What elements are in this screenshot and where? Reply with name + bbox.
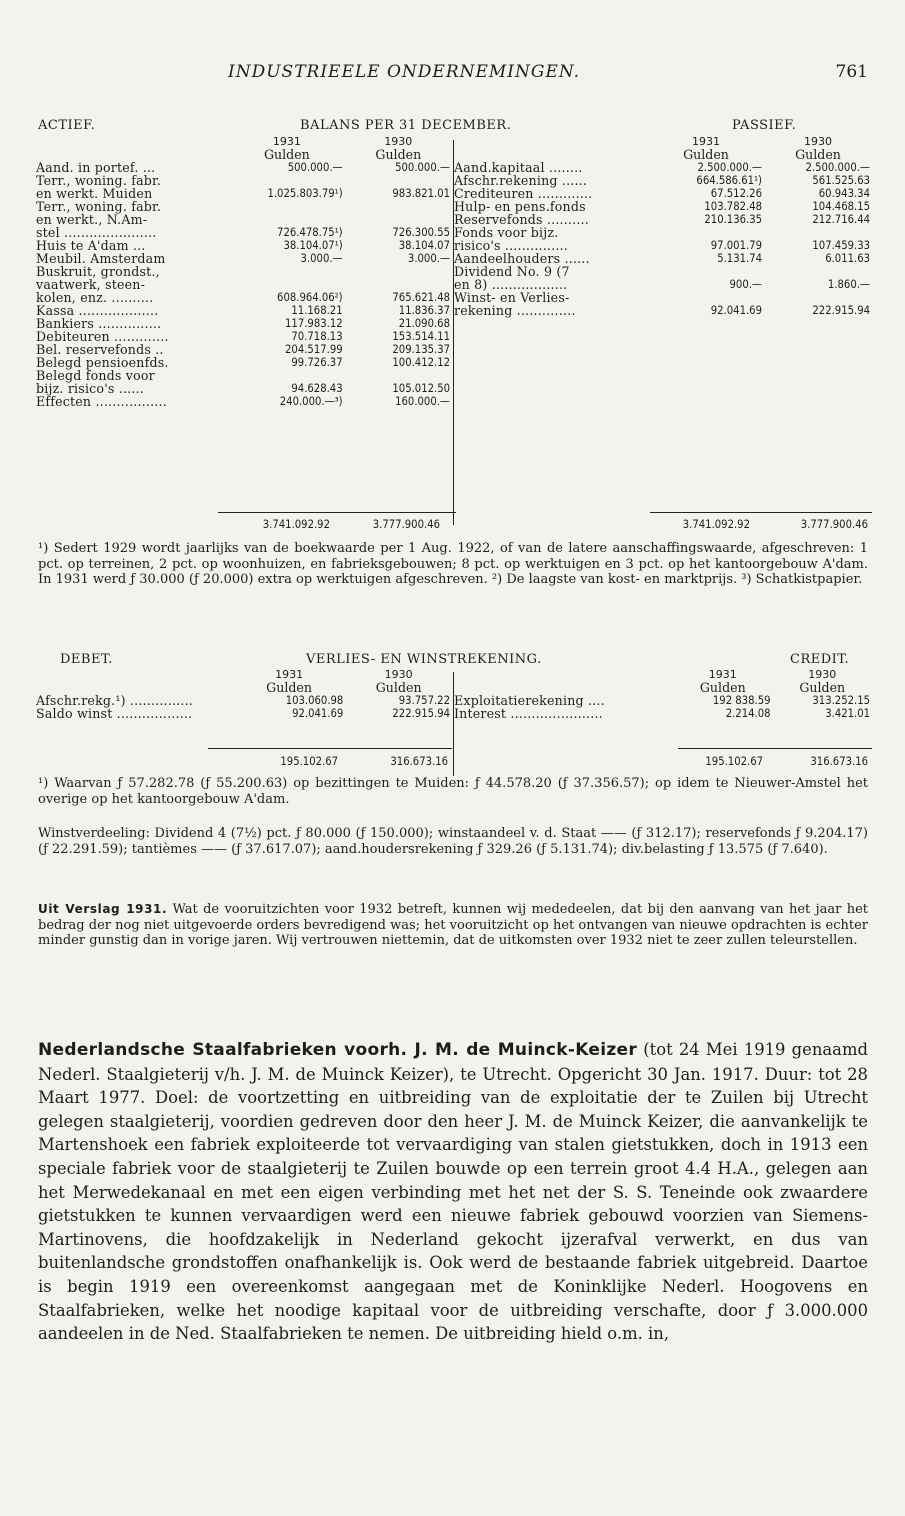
passief-row-label: Crediteuren .............	[454, 186, 593, 201]
debet-row-1931: 103.060.98	[285, 694, 344, 707]
actief-row-1930	[345, 200, 452, 213]
credit-year1: 1931	[708, 668, 737, 681]
actief-row-1930: 100.412.12	[392, 356, 450, 369]
actief-row-1930	[345, 213, 452, 226]
passief-row-label: Aandeelhouders ......	[454, 251, 590, 266]
debet-year1: 1931	[275, 668, 304, 681]
actief-row-label: Aand. in portef. ...	[36, 160, 156, 175]
credit-heading: CREDIT.	[790, 652, 850, 667]
pl-divider	[453, 672, 454, 776]
actief-row-1930: 983.821.01	[392, 187, 450, 200]
actief-row-1931: 11.168.21	[291, 304, 343, 317]
actief-row-1930	[345, 369, 452, 382]
actief-row-label: Terr., woning. fabr.	[36, 173, 162, 188]
actief-row-label: Belegd fonds voor	[36, 368, 155, 383]
passief-corner	[452, 135, 648, 148]
running-head	[38, 62, 868, 84]
passief-row-label: Dividend No. 9 (7	[454, 264, 570, 279]
actief-row-label: en werkt., N.Am-	[36, 212, 148, 227]
passief-row-1931	[648, 265, 764, 278]
passief-row-1930: 107.459.33	[812, 239, 870, 252]
actief-row-1931: 117.983.12	[285, 317, 343, 330]
actief-unit1: Gulden	[263, 147, 310, 162]
credit-row-label: Interest ......................	[454, 706, 603, 721]
credit-unit2: Gulden	[799, 680, 846, 695]
credit-row-label: Exploitatierekening ....	[454, 693, 605, 708]
debet-unit1: Gulden	[266, 680, 312, 695]
passief-row-1930: 222.915.94	[812, 304, 870, 317]
passief-row-1930	[764, 226, 872, 239]
verslag-paragraph	[38, 902, 868, 949]
passief-row-1931: 5.131.74	[717, 252, 762, 265]
actief-row-label: Terr., woning. fabr.	[36, 199, 162, 214]
pl-title: VERLIES- EN WINSTREKENING.	[306, 652, 542, 667]
credit-row-1931: 192 838.59	[712, 694, 771, 707]
passief-row-1931	[648, 291, 764, 304]
passief-total-1930: 3.777.900.46	[800, 518, 868, 531]
actief-row-label: Debiteuren .............	[36, 329, 169, 344]
passief-row-1930	[764, 291, 872, 304]
credit-unit1: Gulden	[699, 680, 746, 695]
passief-row-1931: 97.001.79	[710, 239, 762, 252]
debet-row-label: Saldo winst ..................	[36, 706, 193, 721]
passief-row-1931: 103.782.48	[704, 200, 762, 213]
verslag-text: Wat de vooruitzichten voor 1932 betreft, kunnen wij mededeelen, dat bij den aanvang van het jaar het bedrag der nog niet uitgevoerde orders bevredigend was; het vooruitzicht op het ontvangen van nieuwe opdrachten is echter minder gunstig dan in vorige jaren. Wij vertrouwen niettemin, dat de uitkomsten over 1932 niet te zeer zullen teleurstellen.	[38, 902, 868, 948]
actief-corner	[34, 135, 229, 148]
debet-row-1931: 92.041.69	[292, 707, 344, 720]
actief-row-1930: 153.514.11	[392, 330, 450, 343]
debet-total-1931: 195.102.67	[280, 755, 338, 768]
passief-row-1930: 1.860.—	[827, 278, 870, 291]
actief-row-1930: 3.000.—	[407, 252, 450, 265]
actief-total-rule	[218, 512, 456, 513]
passief-table	[452, 135, 872, 317]
passief-row-1930: 104.468.15	[812, 200, 870, 213]
company-name: Nederlandsche Staalfabrieken voorh. J. M. de Muinck-Keizer	[38, 1040, 638, 1060]
passief-row-1930: 2.500.000.—	[805, 161, 870, 174]
debet-table	[34, 668, 452, 720]
company-text: (tot 24 Mei 1919 genaamd Nederl. Staalgieterij v/h. J. M. de Muinck Keizer), te Utrecht. Opgericht 30 Jan. 1917. Duur: tot 28 Maart 1977. Doel: de voortzetting en uitbreiding van de exploitatie der te Zuilen bij Utrecht gelegen staalgieterij, voordien gedreven door den heer J. M. de Muinck Keizer, die aanvankelijk te Martenshoek een fabriek exploiteerde tot vervaardiging van stalen gietstukken, doch in 1913 een speciale fabriek voor de staalgieterij te Zuilen bouwde op een terrein groot 4.4 H.A., gelegen aan het Merwedekanaal en met een eigen verbinding met het net der S. S. Teneinde ook zwaardere gietstukken te kunnen vervaardigen werd een nieuwe fabriek gebouwd voorzien van Siemens-Martinovens, die hoofdzakelijk in Nederland gekocht ijzerafval verwerkt, en dus van buitenlandsche grondstoffen onafhankelijk is. Ook werd de bestaande fabriek uitgebreid. Daartoe is begin 1919 een overeenkomst aangegaan met de Koninklijke Nederl. Hoogovens en Staalfabrieken, welke het noodige kapitaal voor de uitbreiding verschafte, door ƒ 3.000.000 aandeelen in de Ned. Staalfabrieken te nemen. De uitbreiding hield o.m. in,	[38, 1040, 868, 1344]
passief-row-1931: 210.136.35	[704, 213, 762, 226]
actief-row-1931	[229, 278, 344, 291]
actief-row-label: stel ......................	[36, 225, 157, 240]
actief-row-1931: 608.964.06²)	[277, 291, 343, 304]
passief-row-1930: 6.011.63	[825, 252, 870, 265]
passief-row-label: Aand.kapitaal ........	[454, 160, 583, 175]
debet-row-1930: 222.915.94	[392, 707, 450, 720]
actief-row-1930	[345, 174, 452, 187]
actief-row-1931: 726.478.75¹)	[277, 226, 343, 239]
passief-row-1930: 60.943.34	[818, 187, 870, 200]
actief-row-label: Belegd pensioenfds.	[36, 355, 169, 370]
actief-row-label: Kassa ...................	[36, 303, 159, 318]
actief-unit2: Gulden	[375, 147, 422, 162]
credit-total-rule	[678, 748, 872, 749]
actief-row-label: Bel. reservefonds ..	[36, 342, 164, 357]
actief-row-1930	[345, 278, 452, 291]
actief-row-1930: 726.300.55	[392, 226, 450, 239]
passief-total-rule	[650, 512, 872, 513]
actief-row-label: bijz. risico's ......	[36, 381, 144, 396]
actief-row-label: Bankiers ...............	[36, 316, 162, 331]
passief-unit1: Gulden	[683, 147, 729, 162]
actief-row-1930: 209.135.37	[392, 343, 450, 356]
actief-row-1931	[229, 174, 344, 187]
passief-row-label: Winst- en Verlies-	[454, 290, 570, 305]
actief-row-1931: 38.104.07¹)	[283, 239, 343, 252]
actief-row-1931: 70.718.13	[291, 330, 343, 343]
passief-row-label: en 8) ..................	[454, 277, 568, 292]
passief-heading: PASSIEF.	[732, 118, 797, 133]
credit-row-1930: 313.252.15	[812, 694, 870, 707]
debet-year2: 1930	[384, 668, 413, 681]
actief-total-1930: 3.777.900.46	[372, 518, 440, 531]
passief-row-1930	[764, 265, 872, 278]
debet-corner	[34, 668, 233, 681]
debet-row	[34, 707, 452, 720]
passief-total-1931: 3.741.092.92	[682, 518, 750, 531]
actief-heading: ACTIEF.	[38, 118, 96, 133]
passief-row-1930: 212.716.44	[812, 213, 870, 226]
balance-footnote: ¹) Sedert 1929 wordt jaarlijks van de boekwaarde per 1 Aug. 1922, of van de latere aanschaffingswaarde, afgeschreven: 1 pct. op terreinen, 2 pct. op woonhuizen, en fabrieksgebouwen; 8 pct. op werktuigen en 3 pct. op het kantoorgebouw A'dam. In 1931 werd ƒ 30.000 (ƒ 20.000) extra op werktuigen afgeschreven. ²) De laagste van kost- en marktprijs. ³) Schatkistpapier.	[38, 541, 868, 587]
passief-row-label: rekening ..............	[454, 303, 576, 318]
actief-row-label: Effecten .................	[36, 394, 167, 409]
actief-row-1930: 11.836.37	[398, 304, 450, 317]
actief-row-label: Buskruit, grondst.,	[36, 264, 160, 279]
actief-total-1931: 3.741.092.92	[262, 518, 330, 531]
actief-row-1931	[229, 200, 344, 213]
actief-row-label: kolen, enz. ..........	[36, 290, 154, 305]
debet-row-label: Afschr.rekg.¹) ...............	[36, 693, 193, 708]
passief-row-1931: 2.500.000.—	[697, 161, 762, 174]
passief-row-label: Fonds voor bijz.	[454, 225, 559, 240]
credit-table	[452, 668, 872, 720]
running-title: INDUSTRIEELE ONDERNEMINGEN.	[228, 62, 581, 82]
credit-year2: 1930	[808, 668, 837, 681]
actief-year1: 1931	[272, 135, 301, 148]
passief-row-1931: 92.041.69	[710, 304, 762, 317]
actief-row-1931: 204.517.99	[285, 343, 343, 356]
actief-row-1930: 765.621.48	[392, 291, 450, 304]
passief-row-1931: 900.—	[729, 278, 762, 291]
credit-row	[452, 707, 872, 720]
passief-year2: 1930	[804, 135, 832, 148]
actief-row-1930	[345, 265, 452, 278]
actief-row-1931: 3.000.—	[300, 252, 343, 265]
credit-total-1930: 316.673.16	[810, 755, 868, 768]
passief-row-label: Afschr.rekening ......	[454, 173, 588, 188]
actief-row-1931	[229, 213, 344, 226]
passief-row-label: Hulp- en pens.fonds	[454, 199, 586, 214]
actief-row-label: Huis te A'dam ...	[36, 238, 146, 253]
actief-row-1931: 500.000.—	[287, 161, 343, 174]
actief-row-label: vaatwerk, steen-	[36, 277, 146, 292]
credit-total-1931: 195.102.67	[705, 755, 763, 768]
passief-row-1930: 561.525.63	[812, 174, 870, 187]
passief-row-1931	[648, 226, 764, 239]
actief-row-1931	[229, 369, 344, 382]
credit-row-1931: 2.214.08	[725, 707, 771, 720]
credit-corner	[452, 668, 673, 681]
winstverdeeling: Winstverdeeling: Dividend 4 (7½) pct. ƒ 80.000 (ƒ 150.000); winstaandeel v. d. Staat —— (ƒ 312.17); reservefonds ƒ 9.204.17) (ƒ 22.291.59); tantièmes —— (ƒ 37.617.07); aand.houdersrekening ƒ 329.26 (ƒ 5.131.74); div.belasting ƒ 13.575 (ƒ 7.640).	[38, 826, 868, 857]
debet-unit2: Gulden	[375, 680, 422, 695]
actief-row-1931	[229, 265, 344, 278]
actief-row-1930: 105.012.50	[392, 382, 450, 395]
actief-row-1930: 38.104.07	[398, 239, 450, 252]
passief-row	[452, 304, 872, 317]
passief-year1: 1931	[692, 135, 720, 148]
actief-row-1930: 500.000.—	[395, 161, 450, 174]
actief-row-1931: 94.628.43	[291, 382, 343, 395]
actief-year2: 1930	[384, 135, 413, 148]
actief-row-label: Meubil. Amsterdam	[36, 251, 166, 266]
debet-heading: DEBET.	[60, 652, 113, 667]
actief-row	[34, 395, 452, 408]
debet-total-rule	[208, 748, 452, 749]
debet-total-1930: 316.673.16	[390, 755, 448, 768]
actief-row-label: en werkt. Muiden	[36, 186, 153, 201]
balance-title: BALANS PER 31 DECEMBER.	[300, 118, 512, 133]
actief-row-1930: 160.000.—	[395, 395, 450, 408]
passief-row-label: risico's ...............	[454, 238, 568, 253]
passief-row-label: Reservefonds ..........	[454, 212, 589, 227]
actief-row-1930: 21.090.68	[398, 317, 450, 330]
company-paragraph	[38, 1038, 868, 1346]
actief-row-1931: 1.025.803.79¹)	[267, 187, 343, 200]
actief-table	[34, 135, 452, 408]
actief-row-1931: 240.000.—³)	[279, 395, 343, 408]
passief-unit2: Gulden	[795, 147, 841, 162]
pl-footnote: ¹) Waarvan ƒ 57.282.78 (ƒ 55.200.63) op bezittingen te Muiden: ƒ 44.578.20 (ƒ 37.356.57); op idem te Nieuwer-Amstel het overige op het kantoorgebouw A'dam.	[38, 776, 868, 807]
actief-row-1931: 99.726.37	[291, 356, 343, 369]
passief-row-1931: 67.512.26	[710, 187, 762, 200]
passief-row-1931: 664.586.61¹)	[696, 174, 762, 187]
debet-row-1930: 93.757.22	[398, 694, 450, 707]
page-number: 761	[835, 62, 868, 82]
balance-divider	[453, 140, 454, 525]
credit-row-1930: 3.421.01	[825, 707, 870, 720]
verslag-heading: Uit Verslag 1931.	[38, 902, 168, 916]
